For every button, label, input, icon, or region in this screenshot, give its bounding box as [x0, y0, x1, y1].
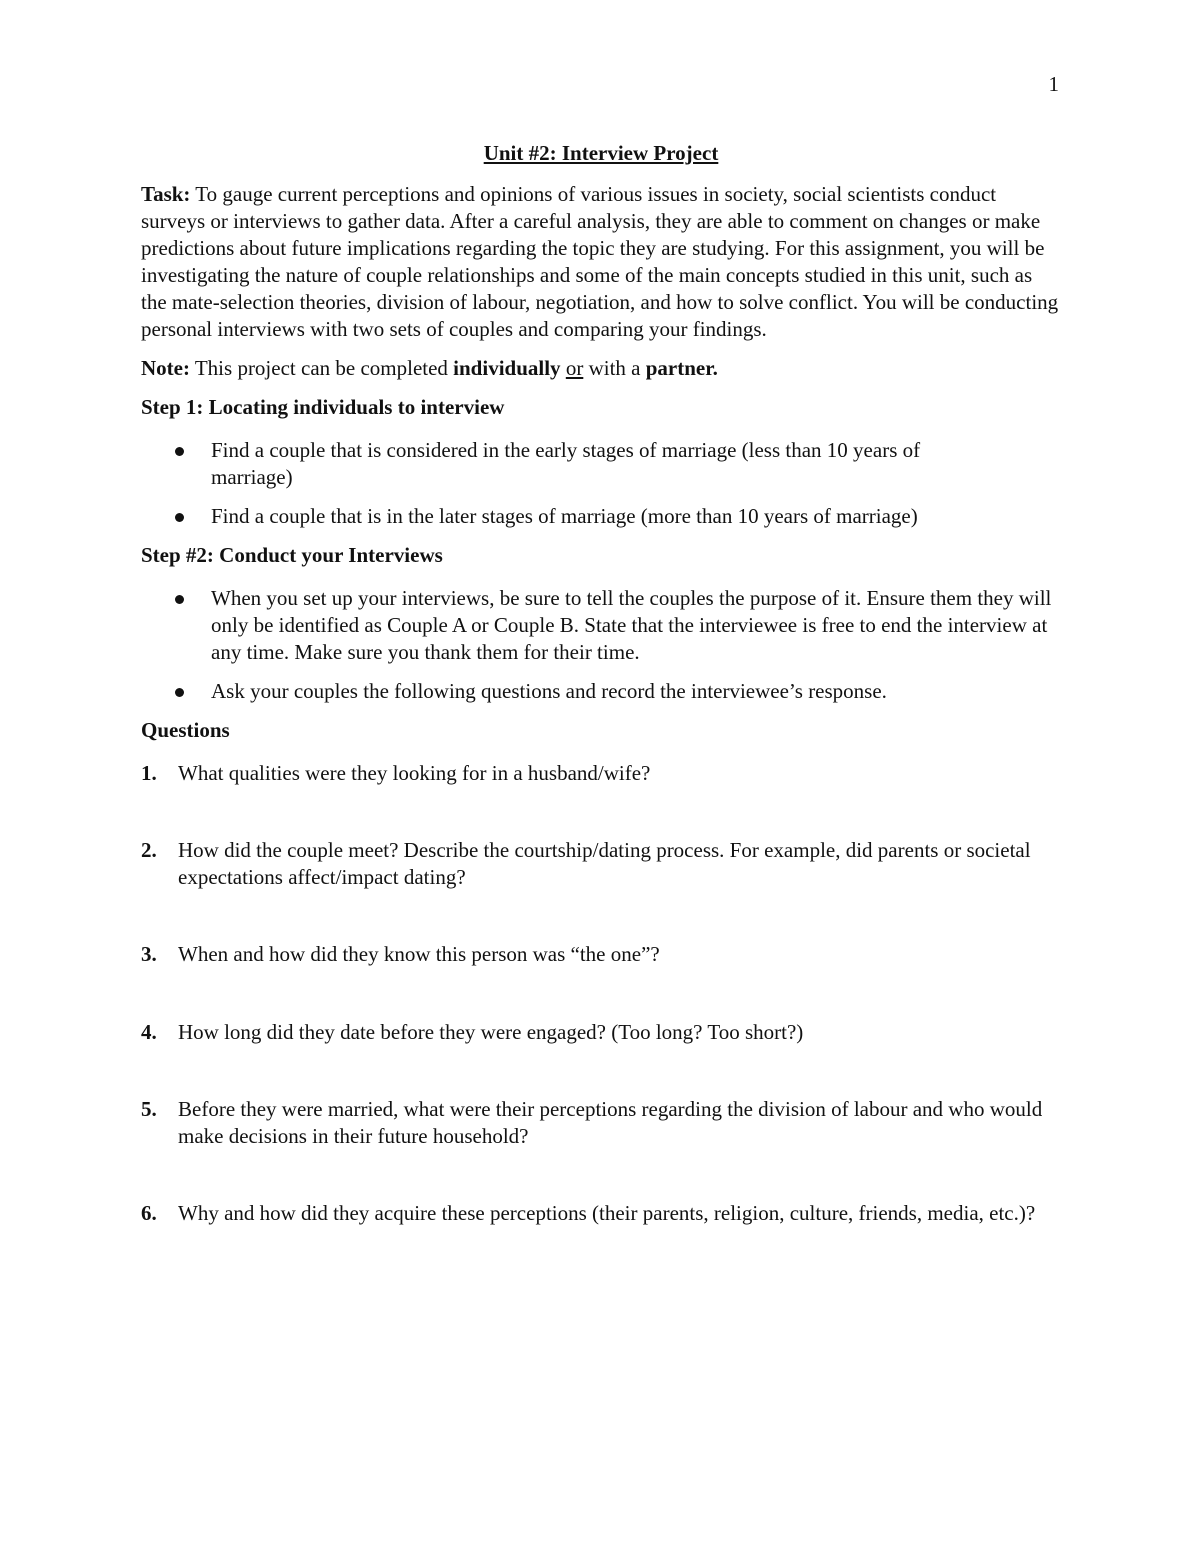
question-number: 3.	[141, 942, 157, 966]
task-paragraph	[141, 181, 1061, 343]
question-item	[141, 837, 1061, 891]
step1-bullet-text: Find a couple that is in the later stages of marriage (more than 10 years of marriage)	[211, 504, 918, 528]
step2-bullet-item	[141, 585, 1061, 666]
bullet-icon	[175, 595, 184, 604]
note-partner: partner.	[645, 356, 718, 380]
question-number: 6.	[141, 1201, 157, 1225]
question-text: Before they were married, what were their perceptions regarding the division of labour and who would make decisions in their future household?	[178, 1097, 1043, 1148]
task-label: Task:	[141, 182, 191, 206]
page-number: 1	[1048, 72, 1059, 96]
task-text: To gauge current perceptions and opinions of various issues in society, social scientists conduct surveys or interviews to gather data. After a careful analysis, they are able to comment on changes or make predictions about future implications regarding the topic they are studying. For this assignment, you will be investigating the nature of couple relationships and some of the main concepts studied in this unit, such as the mate-selection theories, division of labour, negotiation, and how to solve conflict. You will be conducting personal interviews with two sets of couples and comparing your findings.	[141, 182, 1059, 341]
document-body	[141, 140, 1061, 1227]
question-item	[141, 1019, 1061, 1046]
question-number: 1.	[141, 761, 157, 785]
step1-bullet-text: Find a couple that is considered in the early stages of marriage (less than 10 years of marriage)	[211, 438, 921, 489]
question-text: Why and how did they acquire these perceptions (their parents, religion, culture, friends, media, etc.)?	[178, 1201, 1036, 1225]
note-text-1: This project can be completed	[189, 356, 454, 380]
question-number: 4.	[141, 1020, 157, 1044]
note-paragraph	[141, 355, 1061, 382]
question-item	[141, 941, 1061, 968]
question-text: When and how did they know this person was “the one”?	[178, 942, 660, 966]
question-number: 5.	[141, 1097, 157, 1121]
step1-bullet-item	[141, 503, 961, 530]
question-item	[141, 1096, 1061, 1150]
question-text: What qualities were they looking for in a husband/wife?	[178, 761, 651, 785]
note-or: or	[565, 356, 584, 380]
step1-bullet-list	[141, 437, 1061, 530]
bullet-icon	[175, 688, 184, 697]
step1-bullet-item	[141, 437, 971, 491]
questions-heading: Questions	[141, 718, 230, 742]
bullet-icon	[175, 447, 184, 456]
step2-bullet-item	[141, 678, 1061, 705]
question-text: How long did they date before they were engaged? (Too long? Too short?)	[178, 1020, 804, 1044]
document-title: Unit #2: Interview Project	[483, 141, 719, 165]
step2-heading: Step #2: Conduct your Interviews	[141, 543, 443, 567]
question-text: How did the couple meet? Describe the courtship/dating process. For example, did parents or societal expectations affect/impact dating?	[178, 838, 1031, 889]
note-text-3: with a	[583, 356, 646, 380]
question-item	[141, 1200, 1061, 1227]
step2-bullet-text: When you set up your interviews, be sure to tell the couples the purpose of it. Ensure them they will only be identified as Couple A or Couple B. State that the interviewee is free to end the interview at any time. Make sure you thank them for their time.	[211, 586, 1052, 664]
note-label: Note:	[141, 356, 190, 380]
questions-list	[141, 760, 1061, 1227]
bullet-icon	[175, 513, 184, 522]
question-number: 2.	[141, 838, 157, 862]
step1-heading: Step 1: Locating individuals to interview	[141, 395, 505, 419]
note-individually: individually	[453, 356, 561, 380]
question-item	[141, 760, 1061, 787]
step2-bullet-text: Ask your couples the following questions and record the interviewee’s response.	[211, 679, 887, 703]
step2-bullet-list	[141, 585, 1061, 705]
